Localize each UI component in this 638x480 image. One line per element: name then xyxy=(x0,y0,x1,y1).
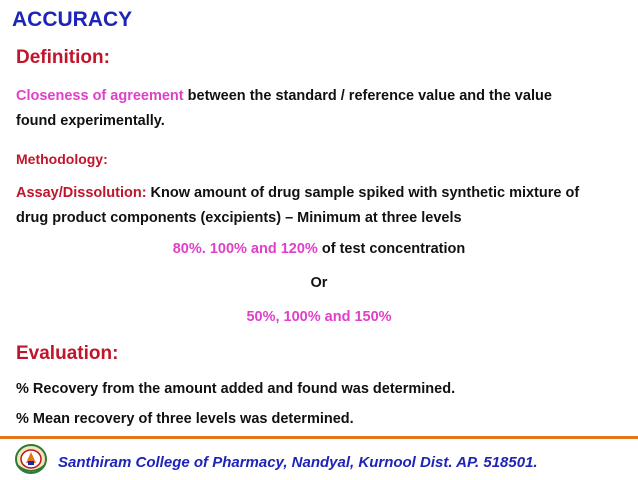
college-emblem-icon xyxy=(14,443,48,475)
definition-highlight: Closeness of agreement xyxy=(16,88,184,104)
levels-line xyxy=(0,241,638,257)
assay-label: Assay/Dissolution: xyxy=(16,185,147,201)
evaluation-line2: % Mean recovery of three levels was determined. xyxy=(16,411,354,427)
methodology-text xyxy=(16,181,626,231)
footer-institution: Santhiram College of Pharmacy, Nandyal, Kurnool Dist. AP. 518501. xyxy=(58,454,538,471)
assay-text-line2: drug product components (excipients) – Minimum at three levels xyxy=(16,210,462,226)
assay-text-line1: Know amount of drug sample spiked with synthetic mixture of xyxy=(146,185,580,201)
definition-text-line1: between the standard / reference value and the value xyxy=(183,88,552,104)
evaluation-line1: % Recovery from the amount added and found was determined. xyxy=(16,381,456,397)
levels-highlight: 80%. 100% and 120% xyxy=(172,241,318,257)
or-text: Or xyxy=(310,275,328,291)
methodology-heading: Methodology: xyxy=(16,151,108,167)
alt-levels: 50%, 100% and 150% xyxy=(246,309,392,325)
definition-heading: Definition: xyxy=(16,47,110,68)
definition-text-line2: found experimentally. xyxy=(16,113,165,129)
slide-title: ACCURACY xyxy=(12,8,133,31)
footer-divider xyxy=(0,436,638,439)
definition-text xyxy=(16,84,626,134)
evaluation-heading: Evaluation: xyxy=(16,343,119,364)
levels-suffix: of test concentration xyxy=(317,241,466,257)
